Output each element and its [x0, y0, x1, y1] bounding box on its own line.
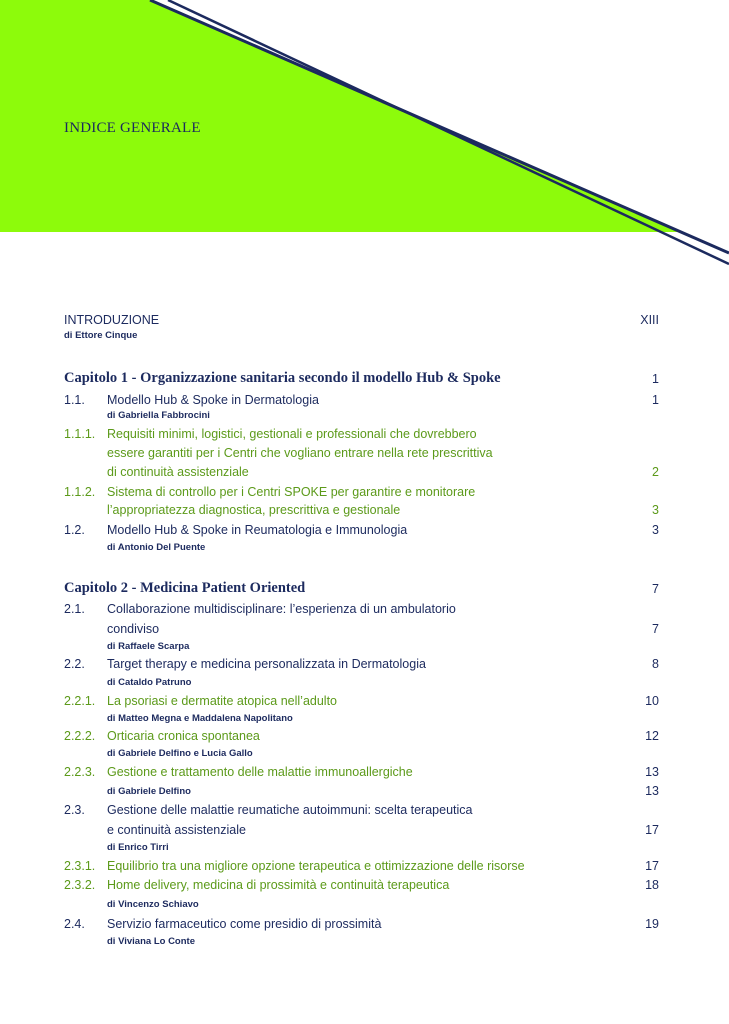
toc-entry-2-3-author: di Enrico Tirri	[107, 842, 169, 853]
entry-title: Modello Hub & Spoke in Dermatologia	[107, 393, 319, 407]
entry-number: 1.1.1.	[64, 427, 96, 441]
toc-entry-2-2-3-author-page: 13	[645, 784, 659, 798]
entry-number: 2.1.	[64, 602, 85, 616]
toc-entry-2-2-page: 8	[652, 657, 659, 671]
entry-number: 1.1.	[64, 393, 85, 407]
entry-title: Servizio farmaceutico come presidio di prossimità	[107, 917, 382, 931]
toc-entry-2-4-author: di Viviana Lo Conte	[107, 936, 195, 947]
entry-title-line-2: condiviso	[107, 622, 160, 636]
entry-title-line-2: essere garantiti per i Centri che vogliano entrare nella rete prescrittiva	[107, 446, 493, 460]
toc-entry-2-2-author: di Cataldo Patruno	[107, 677, 192, 688]
entry-number: 1.1.2.	[64, 485, 96, 499]
entry-title: Gestione e trattamento delle malattie immunoallergiche	[107, 765, 413, 779]
toc-entry-2-1-page: 7	[652, 622, 659, 636]
entry-number: 2.2.1.	[64, 694, 96, 708]
entry-number: 2.3.2.	[64, 878, 96, 892]
entry-title: Modello Hub & Spoke in Reumatologia e Immunologia	[107, 523, 408, 537]
entry-title: Orticaria cronica spontanea	[107, 729, 260, 743]
entry-number: 2.2.	[64, 657, 85, 671]
toc-entry-2-2-2-page: 12	[645, 729, 659, 743]
entry-title: La psoriasi e dermatite atopica nell’adulto	[107, 694, 337, 708]
page-title: INDICE GENERALE	[64, 120, 201, 136]
toc-chapter-2-page: 7	[652, 582, 659, 596]
entry-number: 2.2.2.	[64, 729, 96, 743]
toc-entry-2-3-page: 17	[645, 823, 659, 837]
entry-title-line-1: Sistema di controllo per i Centri SPOKE per garantire e monitorare	[107, 485, 476, 499]
toc-entry-2-2-1-page: 10	[645, 694, 659, 708]
toc-chapter-2-title[interactable]: Capitolo 2 - Medicina Patient Oriented	[64, 580, 306, 596]
toc-chapter-1-page: 1	[652, 372, 659, 386]
toc-entry-2-2-3-author: di Gabriele Delfino	[107, 786, 191, 797]
entry-title: Equilibrio tra una migliore opzione terapeutica e ottimizzazione delle risorse	[107, 859, 525, 873]
entry-title-line-2: l’appropriatezza diagnostica, prescrittiva e gestionale	[107, 503, 401, 517]
toc-chapter-1-title[interactable]: Capitolo 1 - Organizzazione sanitaria secondo il modello Hub & Spoke	[64, 370, 501, 386]
entry-number: 2.3.	[64, 803, 85, 817]
toc-entry-2-3-1-page: 17	[645, 859, 659, 873]
entry-title-line-1: Requisiti minimi, logistici, gestionali e professionali che dovrebbero	[107, 427, 477, 441]
toc-entry-1-1-2-page: 3	[652, 503, 659, 517]
entry-title: Home delivery, medicina di prossimità e continuità terapeutica	[107, 878, 450, 892]
toc-entry-2-3-2-page: 18	[645, 878, 659, 892]
entry-title-line-1: Gestione delle malattie reumatiche autoimmuni: scelta terapeutica	[107, 803, 473, 817]
entry-number: 2.4.	[64, 917, 85, 931]
toc-entry-1-1-author: di Gabriella Fabbrocini	[107, 410, 210, 421]
entry-title-line-2: e continuità assistenziale	[107, 823, 246, 837]
toc-entry-2-1-author: di Raffaele Scarpa	[107, 641, 190, 652]
toc-entry-2-2-3-page: 13	[645, 765, 659, 779]
toc-intro-page: XIII	[640, 313, 659, 327]
toc-entry-1-2-author: di Antonio Del Puente	[107, 542, 206, 553]
toc-entry-2-4-page: 19	[645, 917, 659, 931]
entry-number: 1.2.	[64, 523, 85, 537]
toc-entry-2-2-1-author: di Matteo Megna e Maddalena Napolitano	[107, 713, 293, 724]
entry-number: 2.3.1.	[64, 859, 96, 873]
toc-intro-title[interactable]: INTRODUZIONE	[64, 313, 160, 327]
entry-title: Target therapy e medicina personalizzata in Dermatologia	[107, 657, 426, 671]
entry-title-line-3: di continuità assistenziale	[107, 465, 249, 479]
toc-entry-2-2-2-author: di Gabriele Delfino e Lucia Gallo	[107, 748, 253, 759]
entry-title-line-1: Collaborazione multidisciplinare: l’esperienza di un ambulatorio	[107, 602, 456, 616]
toc-entry-1-2-page: 3	[652, 523, 659, 537]
entry-number: 2.2.3.	[64, 765, 96, 779]
toc-entry-2-3-2-author: di Vincenzo Schiavo	[107, 899, 199, 910]
toc-entry-1-1-page: 1	[652, 393, 659, 407]
toc-intro-author: di Ettore Cinque	[64, 330, 138, 341]
toc-entry-1-1-1-page: 2	[652, 465, 659, 479]
